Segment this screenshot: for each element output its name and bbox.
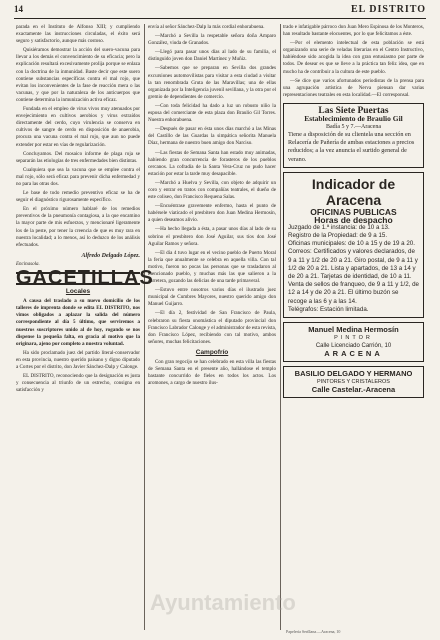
section-subtitle: Campofrío (195, 348, 229, 356)
news-paragraph: —Marchó a Sevilla la respetable señora doña Amparo González, viuda de Granados. (148, 33, 276, 47)
column-divider (280, 24, 281, 630)
ad-address: Calle Castelar.-Aracena (311, 384, 396, 394)
author-signature: Alfredo Delgado López. (81, 252, 140, 259)
page-number: 14 (14, 4, 23, 14)
author-place: Encinasola. (16, 261, 40, 267)
ad-trade: PINTOR (334, 334, 373, 341)
news-paragraph: —El día 2, festividad de San Francisco de Paula, celebraron su fiesta onomástica el diputado provincial don Francisco Labrador Calonge y el administrador de esta revista, don Francisco López, recibiendo con tal motivo, ambos señores, muchas felicitaciones. (148, 310, 276, 345)
news-paragraph: —El día 4 tuvo lugar en el vecino pueblo de Puerto Moral la feria que anualmente se celebra en aquella villa. Con tal motivo, fueron no pocas las personas que se trasladaron al mencionado pueblo, y muchas más las que salieron a la carretera, gozando las delicias de una tarde primaveral. (148, 249, 276, 285)
ad-title: Indicador de Aracena (311, 175, 396, 208)
advertisement-indicador (283, 172, 424, 318)
page-header (14, 4, 426, 18)
news-paragraph: Con gran regocijo se han celebrado en esta villa las fiestas de Semana Santa en el presente año, hallándose el templo bastante concurrido de fieles en todos los actos. Los aromones, a cargo de nuestro ilus- (148, 359, 276, 387)
news-paragraph: envía al señor Sánchez-Dalp la más cordial enhorabuena. (148, 24, 265, 30)
ad-address: Badía 5 y 7.—Aracena (326, 123, 381, 130)
news-paragraph: EL DISTRITO, reconociendo que la designación es justa y consecuencia al triunfo de un estrecho, consigna en satisfacción y (16, 373, 140, 394)
ad-town: ARACENA (324, 348, 383, 358)
column-2 (148, 24, 276, 630)
column-1 (16, 24, 154, 630)
section-title: GACETILLAS (16, 267, 154, 289)
ad-line: Juzgado de 1.ª instancia: de 10 a 13. (288, 223, 390, 231)
masthead: EL DISTRITO (350, 4, 426, 15)
ad-title: Manuel Medina Hermosín (308, 324, 399, 334)
ad-title: BASILIO DELGADO Y HERMANO (294, 368, 413, 378)
watermark: Ayuntamiento (150, 590, 296, 615)
ad-line: Oficinas municipales: de 10 a 15 y de 19 a 20. (288, 240, 415, 248)
advertisement-basilio (283, 366, 424, 398)
ad-body: Tiene a disposición de su clientela una sección en Relacería de Pañería de ambas estaciones a precios reducidos; a la vez anuncia el surtido general de verano. (288, 130, 415, 163)
ad-subtitle: Establecimiento de Braulio Gil (304, 113, 403, 123)
news-paragraph: trado e infatigable párroco don Juan Mero Espinosa de los Monteros, han resultado bastante elocuentes, por lo que felicitamos a éste. (283, 24, 424, 38)
article-paragraph: parada en el Instituto de Alfonso XIII; y cumpliendo exactamente las instrucciones circuladas, el éxito será seguro y satisfactorio, aunque más costoso. (16, 24, 140, 45)
article-paragraph: Quisiéramos demostrar la acción del suero-vacuna para llevar a los demás el convencimiento de su eficacia; pero la explicación resultará excesivamente prolija porque se enlaza con la doctrina de la inmunidad. Baste decir que este suero contiene substancias específicas contra el mal rojo, que evitan los inconvenientes de la fase de reacción mera o las vacunas, y que por la naturaleza de los anticuerpos que contiene determina la inmunización activa eficaz. (16, 47, 140, 103)
ad-title: Las Siete Puertas (318, 105, 389, 116)
header-rule (14, 18, 426, 19)
ad-line: Telégrafos: Estación limitada. (288, 305, 369, 313)
article-paragraph: Concluyamos. Del mosaico informe de plaga roja se separarán las etiologías de tres enfermedades bien distintas. (16, 150, 140, 164)
column-divider (144, 24, 145, 630)
advertisement-hermosin (283, 322, 424, 362)
ad-hours-title: Horas de despacho (314, 214, 393, 225)
news-paragraph: —Después de pasar en ésta unos días marchó a las Minas del Castillo de las Guardas la simpática señorita Manuela Díaz, hermana de nuestro buen amigo don Narciso. (148, 126, 276, 147)
news-paragraph: —Marchó a Huelva y Sevilla, con objeto de adquirir un coro y entrar en tratos con compañías teatrales, el dueño de este coliseo, don Francisco Requena Salas. (148, 179, 276, 201)
article-paragraph: Le base de todo remedio preventivo eficaz se ha de seguir el diagnóstico rigurosamente específico. (16, 190, 140, 204)
news-paragraph: —Llegó para pasar unos días al lado de su familia, el distinguido joven don Daniel Martínez y Muñiz. (148, 49, 276, 63)
news-paragraph: —Por el elemento intelectual de esta población se está organizando una serie de veladas literarias en el Centro Instructivo, habiéndose sido acogida la idea con gran entusiasmo por parte de todos. De desear es que se lleve a la práctica tan feliz idea, que en mucho ha de contribuir a la cultura de este pueblo. (283, 40, 424, 75)
ad-subtitle: OFICINAS PUBLICAS (310, 206, 397, 217)
news-paragraph: —Sabemos que se preparan en Sevilla dos grandes excursiones automovilistas para visitar a esta ciudad a visitar la tan renombrada Gruta de las Maravillas; una de ellas organizada por la Inteligencia juvenil sevillana, y la otra por el gremio de dependientes de comercio. (148, 65, 276, 100)
news-paragraph: Ha sido proclamado juez del partido literal-conservador en esta provincia, nuestro querido paisano y digno diputado a Cortes por el distrito, don Javier Sánchez-Dalp y Calonge. (16, 349, 140, 371)
section-subtitle: Locales (65, 288, 91, 296)
news-paragraph: —Con toda felicidad ha dado a luz un robusto niño la esposa del comerciante de esta plaza don Braulio Gil Torres. Nuestra enhorabuena. (148, 102, 276, 124)
advertisement-siete-puertas (283, 103, 424, 168)
news-paragraph: —Estuvo entre nosotros varios días el ilustrado juez municipal de Cumbres Mayores, nuestro querido amigo don Manuel Guijarro. (148, 287, 276, 308)
notice-paragraph: A causa del traslado a su nuevo domicilio de los talleres de imprenta donde se edita EL DISTRITO, nos vimos obligados a aplazar la salida del número correspondiente al día 5 último, que serviremos a nuestros suscriptores unido al de hoy, rogando se nos dispense la pequeña falta, en gracia al motivo que la originara, ajeno por completo a nuestra voluntad. (16, 298, 140, 347)
news-paragraph: —Encuéntrase gravemente enfermo, hasta el punto de habérsele viaticado el presbítero don Juan Medina Hermosín, a quien deseamos alivio. (148, 203, 276, 224)
ad-address: Calle Licenciado Carrión, 10 (315, 342, 392, 349)
printer-footer: Papelería Serillana.—Aracena, 10 (286, 629, 341, 634)
article-paragraph: Fundada en el empleo de virus vivos muy atenuados por envejecimiento en cultivos aerobios y virus extraídos directamente del cerdo, cuyo virulencia se conserva en cultivos de sangre de cerdo en disposición de anaerobia, procura una vacuna contra el mal rojo, que aun no puede extender por estar en vías de regularización. (16, 106, 140, 148)
ad-line: Registro de la Propiedad: de 9 a 15. (288, 231, 388, 239)
news-paragraph: —Se dice que varios afortunados periodistas de la prensa para una agrupación artística de Nerva piensan dar varias representaciones teatrales en esta localidad.—El corresponsal. (283, 77, 424, 98)
ad-line: Correos: Certificados y valores declarados, de 9 a 11 y 1/2 de 20 a 21. Giro postal, de 9 a 11 y 1/2 de 20 a 21. Lista y apartados, de 13 a 14 y de 20 a 21. Tarjetas de identidad, de 10 a 11. Venta de sellos de franqueo, de 9 a 11 y 1/2, de 12 a 14 y de 20 a 21. El último buzón se recoge a las 6 y a las 14. (288, 248, 419, 305)
column-3 (283, 24, 424, 630)
news-paragraph: —Las fiestas de Semana Santa han estado muy animadas, habiendo gran concurrencia de forasteros de los pueblos cercanos. La cofradía de la Santa Vera-Cruz no pudo hacer estación por estar la tarde muy desapacible. (148, 149, 276, 177)
ad-trade: PINTORES Y CRISTALEROS (317, 378, 390, 385)
article-paragraph: Cualquiera que sea la vacuna que se emplee contra el mal rojo, sólo será eficaz para prevenir dicha enfermedad y no para las otras dos. (16, 166, 140, 187)
news-paragraph: —Ha hecho llegada a ésta, a pasar unos días al lado de su sobrino el presbítero don José Aguilar, sus tíos don José Aguilar Ramos y señora. (148, 226, 276, 247)
article-paragraph: En el próximo número hablaré de los remedios preventivos de la pneumonía contagiosa, a la que encamino la mayor parte de mis esfuerzos, y mencionaré ligeramente los de la peste, por tener la creencia de que es muy rara en nuestra localidad; a lo menos, así lo deduzco de los análisis efectuados. (16, 206, 140, 248)
